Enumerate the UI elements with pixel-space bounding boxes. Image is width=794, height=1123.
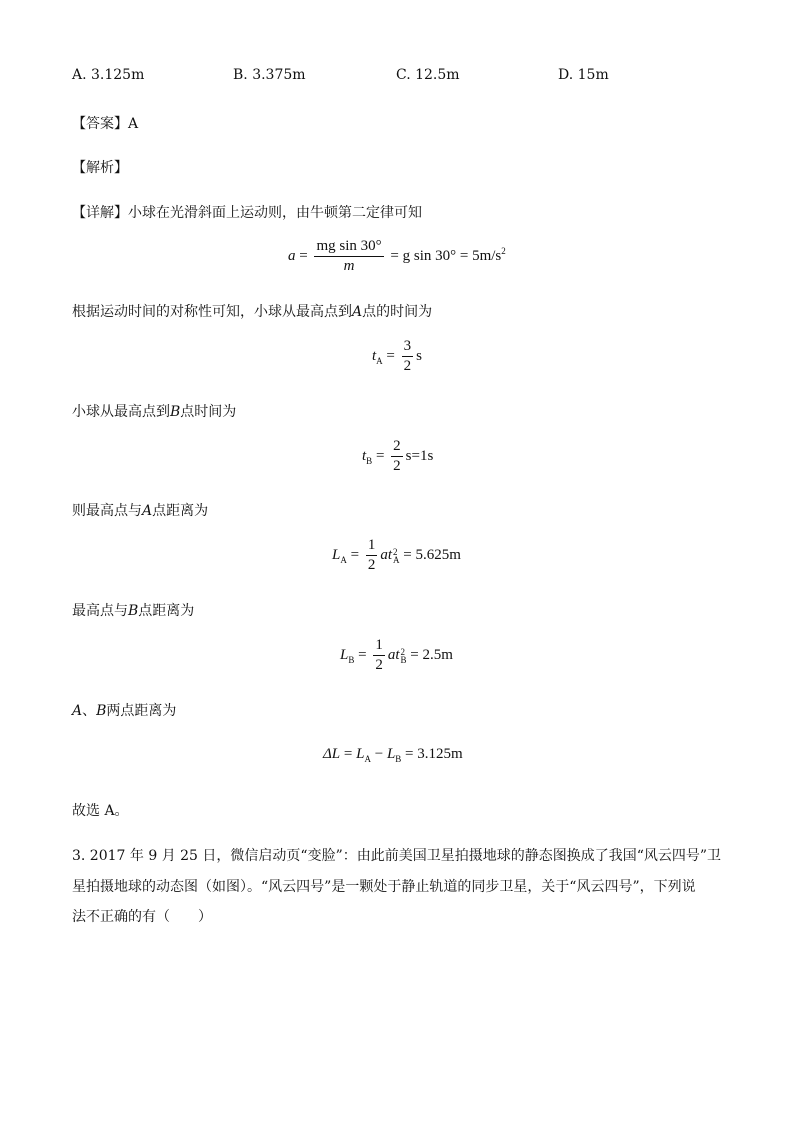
eq4-sub: A	[340, 554, 347, 565]
p2-pre: 根据运动时间的对称性可知，小球从最高点到	[72, 304, 352, 320]
eq3-unit: s=1s	[405, 447, 434, 464]
answer-value: A	[128, 116, 139, 132]
p5-post: 点距离为	[138, 603, 195, 619]
eq3-fraction	[391, 438, 403, 475]
eq1-fraction	[314, 238, 383, 275]
eq4-sup: 2	[392, 546, 398, 557]
eq5-numerator: 1	[373, 637, 385, 656]
eq5-result: = 2.5m	[410, 646, 453, 663]
eq5-sub2: B	[400, 654, 407, 665]
eq3-numerator: 2	[391, 438, 403, 457]
paragraph-symmetry	[72, 301, 432, 321]
eq1-denominator: m	[343, 258, 355, 274]
equation-distance-a: $L_A$ = $\frac{1}{2}$ at 2 A = 5.625m	[332, 537, 461, 573]
eq2-sub: A	[376, 355, 383, 366]
p4-point: A	[142, 503, 153, 519]
eq1-rhs-sup: 2	[501, 245, 506, 256]
option-b: B. 3.375m	[233, 67, 306, 83]
eq4-at: at	[380, 546, 392, 563]
p3-point: B	[170, 404, 181, 420]
eq5-at: at	[387, 646, 400, 663]
paragraph-distance-b	[72, 600, 194, 620]
eq4-var: L	[332, 546, 341, 563]
equation-distance-b: $L_B$ = $\frac{1}{2}$ at 2 B = 2.5m	[340, 637, 453, 673]
p3-post: 点时间为	[180, 404, 237, 420]
question3-line1: 3. 2017 年 9 月 25 日，微信启动页“变脸”：由此前美国卫星拍摄地球的静态图换成了我国“风云四号”卫	[72, 848, 722, 864]
p3-pre: 小球从最高点到	[72, 404, 170, 420]
equation-time-a: $t_A$ = $\frac{3}{2}$ s	[372, 338, 422, 374]
p5-point: B	[128, 603, 139, 619]
p2-post: 点的时间为	[362, 304, 433, 320]
equation-delta-l: $\Delta L = L_A - L_B = 3.125m$	[323, 746, 463, 764]
eq5-var: L	[340, 646, 349, 663]
eq2-var: t	[372, 347, 377, 364]
question3-line3: 法不正确的有（ ）	[72, 909, 212, 925]
eq6-la: L	[356, 746, 365, 762]
eq4-fraction	[366, 537, 378, 574]
eq5-denominator: 2	[375, 657, 383, 673]
eq6-lb: L	[386, 746, 396, 762]
option-a: A. 3.125m	[72, 67, 145, 83]
option-c: C. 12.5m	[396, 67, 460, 83]
detail-text: 小球在光滑斜面上运动则，由牛顿第二定律可知	[128, 205, 422, 221]
eq5-supsub	[401, 648, 407, 664]
eq1-numerator: mg sin 30°	[314, 238, 383, 257]
p4-post: 点距离为	[152, 503, 209, 519]
equation-acceleration: a = $\frac{\text{mg sin 30°}}{m}$ = g $\sin 30^\circ = 5m/s^2$	[288, 238, 506, 274]
eq4-sub2: A	[392, 554, 400, 565]
paragraph-ab-distance	[72, 700, 176, 720]
conclusion: 故选 A。	[72, 803, 129, 819]
eq4-numerator: 1	[366, 537, 378, 556]
eq6-la-sub: A	[364, 754, 371, 764]
eq4-supsub	[393, 548, 400, 564]
eq6-delta: ΔL	[323, 746, 341, 762]
paragraph-time-b	[72, 401, 236, 421]
p4-pre: 则最高点与	[72, 503, 142, 519]
paragraph-distance-a	[72, 500, 208, 520]
option-d: D. 15m	[558, 67, 609, 83]
p6-sep: 、	[82, 703, 97, 719]
eq3-var: t	[362, 447, 367, 464]
eq4-denominator: 2	[367, 557, 376, 573]
detail-line	[72, 202, 422, 222]
equation-time-b: $t_B$ = $\frac{2}{2}$ s=1s	[362, 438, 434, 474]
analysis-tag: 【解析】	[72, 160, 128, 176]
eq5-sub: B	[348, 654, 355, 665]
eq6-result: = 3.125m	[405, 746, 463, 762]
eq3-sub: B	[366, 455, 373, 466]
p5-pre: 最高点与	[72, 603, 128, 619]
p6-a: A	[72, 703, 83, 719]
eq5-fraction	[373, 637, 385, 674]
eq2-unit: s	[416, 347, 422, 364]
eq1-rhs: = g sin 30° = 5m/s	[390, 247, 502, 264]
eq6-lb-sub: B	[395, 754, 402, 764]
eq2-fraction	[402, 338, 414, 375]
eq1-lhs: a	[288, 247, 296, 264]
eq5-sup: 2	[400, 646, 405, 657]
answer-line	[72, 113, 138, 133]
question3-line2: 星拍摄地球的动态图（如图）。“风云四号”是一颗处于静止轨道的同步卫星，关于“风云四号”，下列说	[72, 879, 696, 895]
p2-point: A	[352, 304, 363, 320]
eq2-denominator: 2	[403, 358, 412, 374]
p6-b: B	[96, 703, 107, 719]
answer-tag: 【答案】	[72, 116, 128, 132]
eq2-numerator: 3	[402, 338, 414, 357]
p6-post: 两点距离为	[106, 703, 177, 719]
detail-tag: 【详解】	[72, 205, 128, 221]
eq3-denominator: 2	[393, 458, 401, 474]
eq4-result: = 5.625m	[403, 546, 461, 563]
